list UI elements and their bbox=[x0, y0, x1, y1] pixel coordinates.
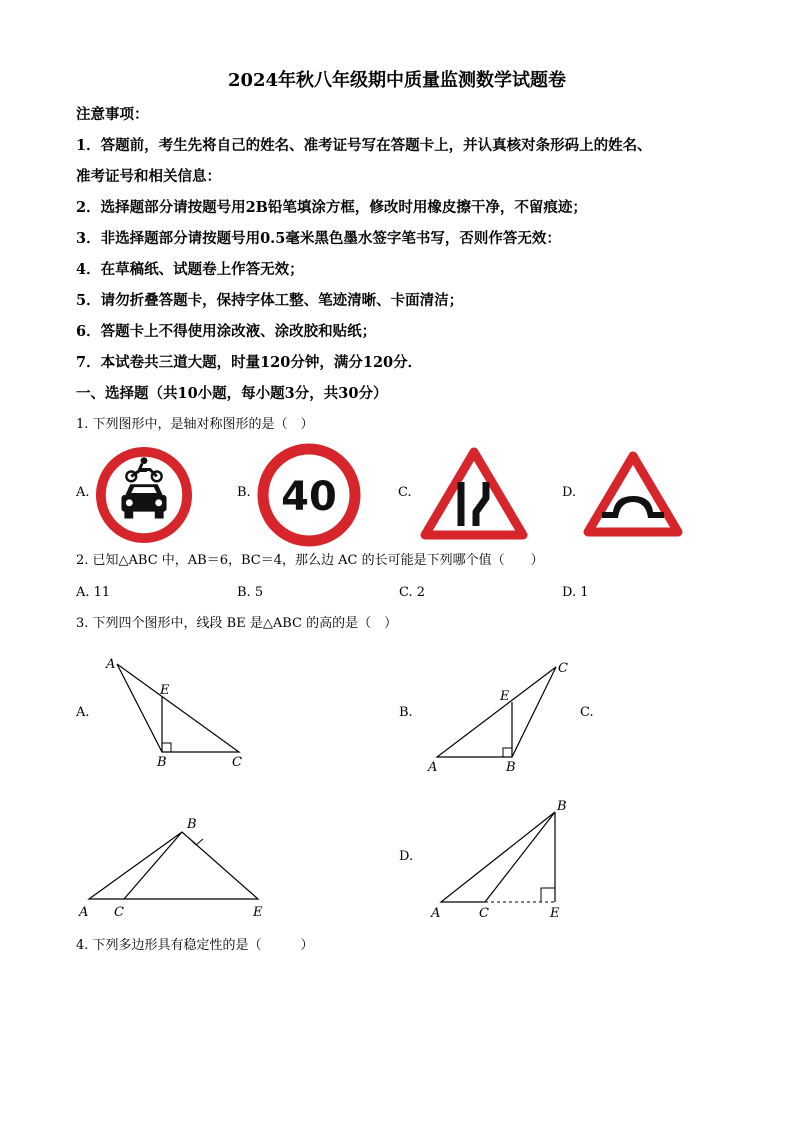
svg-text:C: C bbox=[558, 661, 568, 676]
svg-text:C: C bbox=[114, 905, 124, 920]
svg-text:B: B bbox=[557, 799, 567, 814]
section-heading-choice: 一、选择题（共10小题，每小题3分，共30分） bbox=[76, 385, 388, 402]
svg-text:E: E bbox=[550, 906, 560, 921]
question-3-stem: 3. 下列四个图形中，线段 BE 是△ABC 的高的是（ ） bbox=[76, 616, 398, 631]
page-title: 2024年秋八年级期中质量监测数学试题卷 bbox=[227, 70, 567, 91]
q3-figure-b bbox=[427, 661, 568, 775]
svg-text:B: B bbox=[187, 817, 197, 832]
svg-text:B: B bbox=[506, 760, 516, 775]
notice-line: 6．答题卡上不得使用涂改液、涂改胶和贴纸； bbox=[76, 323, 377, 340]
svg-text:A: A bbox=[106, 657, 116, 672]
notice-line: 4．在草稿纸、试题卷上作答无效； bbox=[76, 261, 304, 278]
svg-text:A: A bbox=[79, 905, 89, 920]
svg-text:C: C bbox=[479, 906, 489, 921]
q3-option-b-label: B. bbox=[399, 705, 413, 720]
q1-option-c-label: C. bbox=[398, 485, 412, 500]
q2-option-c: C. 2 bbox=[399, 585, 426, 600]
notice-line: 5．请勿折叠答题卡，保持字体工整、笔迹清晰、卡面清洁； bbox=[76, 292, 464, 309]
svg-text:E: E bbox=[253, 905, 263, 920]
question-4-stem: 4. 下列多边形具有稳定性的是（ ） bbox=[76, 938, 314, 953]
q3-option-d-label: D. bbox=[399, 849, 414, 864]
speed-limit-value: 40 bbox=[281, 474, 337, 520]
question-1-stem: 1. 下列图形中，是轴对称图形的是（ ） bbox=[76, 417, 314, 432]
notice-line: 准考证号和相关信息： bbox=[76, 168, 221, 185]
svg-text:A: A bbox=[428, 760, 438, 775]
svg-text:B: B bbox=[157, 755, 167, 770]
q3-figure-d bbox=[430, 799, 567, 921]
q2-option-b: B. 5 bbox=[237, 585, 264, 600]
q1-option-a-label: A. bbox=[76, 485, 90, 500]
q2-option-d: D. 1 bbox=[562, 585, 589, 600]
q2-option-a: A. 11 bbox=[76, 585, 111, 600]
notice-line: 1．答题前，考生先将自己的姓名、准考证号写在答题卡上，并认真核对条形码上的姓名、 bbox=[76, 137, 652, 154]
notice-heading: 注意事项： bbox=[76, 106, 149, 123]
q3-figure-a bbox=[105, 657, 242, 770]
notice-line: 2．选择题部分请按题号用2B铅笔填涂方框，修改时用橡皮擦干净，不留痕迹； bbox=[76, 199, 587, 216]
q3-figure-c bbox=[78, 817, 263, 920]
q3-option-a-label: A. bbox=[76, 705, 90, 720]
notice-line: 7．本试卷共三道大题，时量120分钟，满分120分． bbox=[76, 354, 423, 371]
notice-line: 3．非选择题部分请按题号用0.5毫米黑色墨水签字笔书写，否则作答无效： bbox=[76, 230, 561, 247]
question-2-stem: 2. 已知△ABC 中，AB＝6，BC＝4，那么边 AC 的长可能是下列哪个值（ ） bbox=[76, 553, 544, 568]
svg-text:E: E bbox=[500, 689, 510, 704]
svg-text:E: E bbox=[160, 683, 170, 698]
q3-option-c-label: C. bbox=[580, 705, 594, 720]
svg-text:C: C bbox=[232, 755, 242, 770]
q1-option-d-label: D. bbox=[562, 485, 577, 500]
svg-text:A: A bbox=[431, 906, 441, 921]
q1-option-b-label: B. bbox=[237, 485, 251, 500]
